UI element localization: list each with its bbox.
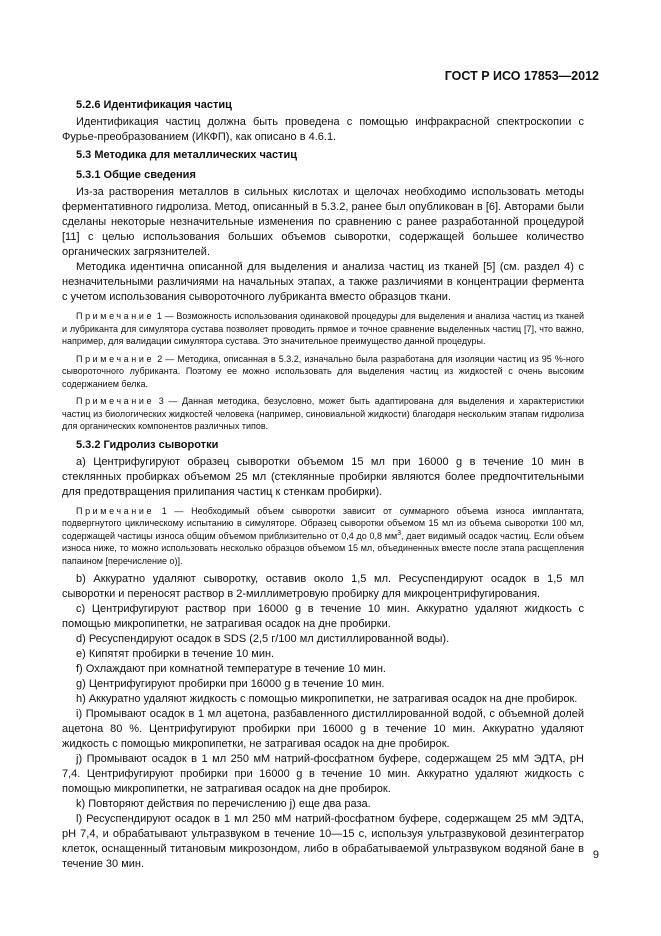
list-item-b: b) Аккуратно удаляют сыворотку, оставив около 1,5 мл. Ресуспендируют осадок в 1,5 мл сыворотки и переносят раствор в 2-миллиметровую пробирку для микроцентрифугирования.: [62, 573, 584, 600]
note-label: Примечание: [76, 505, 155, 516]
section-heading-5-2-6: 5.2.6 Идентификация частиц: [76, 99, 232, 111]
note-text: 2 — Методика, описанная в 5.3.2, изначально была разработана для изоляции частиц из 95 %-ного сывороточного лубриканта. Поэтому ее можно использовать для выделения частиц из жидкостей с очень высоким содержанием белка.: [62, 353, 584, 389]
paragraph: Из-за растворения металлов в сильных кислотах и щелочах необходимо использовать методы ферментативного гидролиза. Метод, описанный в 5.3.2, ранее был опубликован в [6]. Авторами были сделаны некоторые незначительные изменения по сравнению с ранее разработанной процедурой [11] с целью использования больших объемов сыворотки, содержащей большее количество органических загрязнителей.: [62, 186, 584, 258]
paragraph: Идентификация частиц должна быть проведена с помощью инфракрасной спектроскопии с Фурье-преобразованием (ИКФП), как описано в 4.6.1.: [62, 116, 584, 143]
list-item-g: g) Центрифугируют пробирки при 16000 g в течение 10 мин.: [76, 678, 385, 690]
note-1: [62, 310, 584, 348]
list-item-c: c) Центрифугируют раствор при 16000 g в течение 10 мин. Аккуратно удаляют жидкость с помощью микропипетки, не затрагивая осадок на дне пробирки.: [62, 603, 584, 630]
paragraph: Методика идентична описанной для выделения и анализа частиц из тканей [5] (см. раздел 4) с незначительными различиями на начальных этапах, а также различиями в концентрации фермента с учетом использования сывороточного лубриканта вместо образцов ткани.: [62, 261, 584, 303]
page-content: [62, 98, 584, 872]
document-header: ГОСТ Р ИСО 17853—2012: [444, 69, 599, 83]
list-item-a: a) Центрифугируют образец сыворотки объемом 15 мл при 16000 g в течение 10 мин в стеклянных пробирках объемом 25 мл (стеклянные пробирки являются более предпочтительными для предотвращения прилипания частиц к стенкам пробирки).: [62, 455, 584, 498]
list-item-e: e) Кипятят пробирки в течение 10 мин.: [76, 648, 275, 660]
note-text: , дает видимый осадок частиц. Если объем износа ниже, то можно использовать несколько образцов объемом 15 мл, объединенных вместе после этапа расщепления папаином [перечисление o)].: [62, 530, 584, 566]
note-step-a: [62, 505, 584, 568]
note-label: Примечание: [76, 311, 155, 321]
section-heading-5-3-1: 5.3.1 Общие сведения: [76, 169, 196, 181]
section-heading-5-3: 5.3 Методика для металлических частиц: [76, 149, 297, 161]
note-label: Примечание: [76, 353, 155, 364]
note-2: [62, 353, 584, 391]
list-item-h: h) Аккуратно удаляют жидкость с помощью микропипетки, не затрагивая осадок на дне пробирок.: [76, 693, 578, 705]
section-heading-5-3-2: 5.3.2 Гидролиз сыворотки: [76, 438, 219, 451]
list-item-i: i) Промывают осадок в 1 мл ацетона, разбавленного дистиллированной водой, с объемной долей ацетона 80 %. Центрифугируют пробирки при 16000 g в течение 10 мин. Аккуратно удаляют жидкость с помощью микропипетки, не затрагивая осадок на дне пробирок.: [62, 708, 584, 750]
list-item-j: j) Промывают осадок в 1 мл 250 мМ натрий-фосфатном буфере, содержащем 25 мМ ЭДТА, pH 7,4. Центрифугируют пробирки при 16000 g в течение 10 мин. Аккуратно удаляют жидкость с помощью микропипетки, не затрагивая осадок на дне пробирок.: [62, 753, 584, 795]
note-3: [62, 395, 584, 433]
list-item-f: f) Охлаждают при комнатной температуре в течение 10 мин.: [76, 663, 386, 675]
note-text: 1 — Возможность использования одинаковой процедуры для выделения и анализа частиц из тканей и лубриканта для симулятора сустава позволяет проводить прямое и точное сравнение выделенных частиц [7], что важно, например, для валидации симулятора сустава. Это значительное преимущество данной процедуры.: [62, 311, 584, 346]
note-text: 3 — Данная методика, безусловно, может быть адаптирована для выделения и характеристики частиц из биологических жидкостей человека (например, синовиальной жидкости) благодаря нескольким этапам гидролиза для органических компонентов различных типов.: [62, 396, 584, 431]
page-number: 9: [592, 849, 599, 861]
superscript: 3: [397, 529, 402, 537]
list-item-d: d) Ресуспендируют осадок в SDS (2,5 г/100 мл дистиллированной воды).: [76, 633, 450, 645]
note-text: 1 — Необходимый объем сыворотки зависит от суммарного объема износа имплантата, подвергнутого циклическому испытанию в симуляторе. Образец сыворотки объемом 15 мл из объема сыворотки 100 мл, содержащей частицы износа общим объемом приблизительно от 0,4 до 0,8 мм: [62, 505, 584, 541]
note-label: Примечание: [76, 396, 155, 406]
list-item-k: k) Повторяют действия по перечислению j) еще два раза.: [76, 798, 371, 810]
list-item-l: l) Ресуспендируют осадок в 1 мл 250 мМ натрий-фосфатном буфере, содержащем 25 мМ ЭДТА, pH 7,4, и обрабатывают ультразвуком в течение 10—15 с, используя ультразвуковой дезинтегратор клеток, оснащенный титановым микрозондом, либо в обрабатываемой ультразвуком водяной бане в течение 30 мин.: [62, 813, 584, 870]
